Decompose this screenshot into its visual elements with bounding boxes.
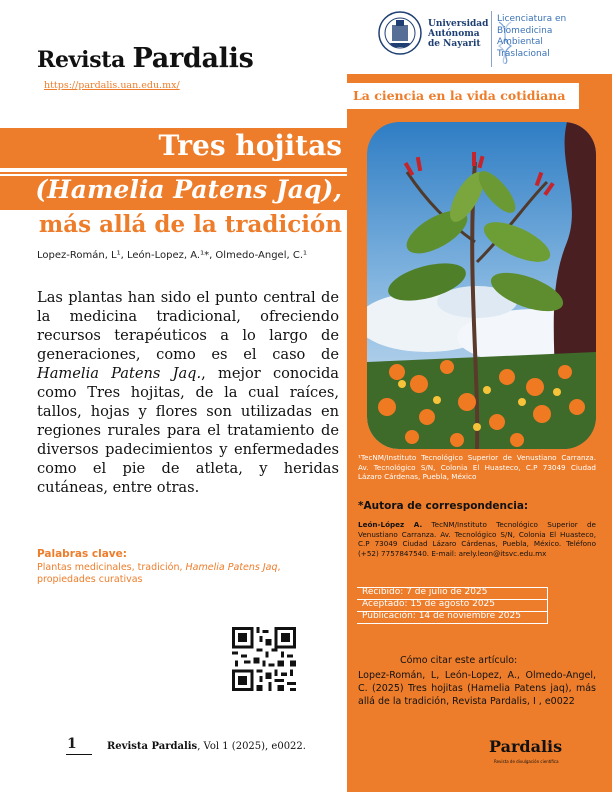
- journal-url-link[interactable]: https://pardalis.uan.edu.mx/: [44, 80, 180, 91]
- date-published: Publicación: 14 de noviembre 2025: [362, 611, 521, 621]
- journal-name-main: Pardalis: [132, 43, 254, 74]
- university-name: Universidad Autónoma de Nayarit: [428, 19, 489, 49]
- date-accepted: Aceptado: 15 de agosto 2025: [362, 599, 496, 609]
- bottom-journal-tagline: Revista de divulgación científica: [494, 759, 559, 764]
- article-title-line1: Tres hojitas: [158, 129, 342, 162]
- section-title: La ciencia en la vida cotidiana: [353, 88, 566, 103]
- species-name: Hamelia Patens Jaq.: [37, 365, 202, 382]
- journal-name-prefix: Revista: [37, 47, 126, 73]
- footer-citation: Revista Pardalis, Vol 1 (2025), e0022.: [107, 741, 306, 752]
- article-title-line2: (Hamelia Patens Jaq),: [35, 175, 342, 204]
- page-number: 1: [67, 736, 77, 752]
- page-number-rule: [66, 754, 92, 755]
- title-rule: [0, 172, 347, 174]
- article-title-line3: más allá de la tradición: [38, 211, 342, 238]
- keywords-text: Plantas medicinales, tradición, Hamelia Patens Jaq, propiedades curativas: [37, 562, 281, 585]
- bottom-journal-logo: Pardalis: [489, 737, 563, 756]
- affiliation: ¹TecNM/Instituto Tecnológico Superior de Venustiano Carranza. Av. Tecnológico S/N, Colonia El Huasteco, C.P 73049 Ciudad Lázaro Cárdenas, Puebla, México: [358, 453, 596, 482]
- program-name: Licenciatura en Biomedicina Ambiental Traslacional: [497, 14, 567, 59]
- correspondence-title: *Autora de correspondencia:: [358, 500, 529, 512]
- correspondence-text: León-López A. TecNM/Instituto Tecnológico Superior de Venustiano Carranza. Av. Tecnológico S/N, Colonia El Huasteco, C.P 73049 Ciudad Lázaro Cárdenas, Puebla, México. Teléfono (+52) 7757847540. E-mail: arely.leon@itsvc.edu.mx: [358, 520, 596, 558]
- authors: Lopez-Román, L¹, León-Lopez, A.¹*, Olmedo-Angel, C.¹: [37, 250, 307, 261]
- keywords-title: Palabras clave:: [37, 548, 127, 560]
- journal-logo: [37, 43, 253, 74]
- citation-title: Cómo citar este artículo:: [400, 655, 518, 666]
- date-received: Recibido: 7 de julio de 2025: [362, 587, 488, 597]
- university-seal-icon: [378, 11, 422, 55]
- plant-photo: [367, 122, 596, 449]
- qr-code-icon[interactable]: [232, 627, 296, 691]
- header-divider: [491, 11, 492, 67]
- abstract-text: Las plantas han sido el punto central de la medicina tradicional, ofreciendo recursos terapéuticos a lo largo de generaciones, como es el caso de Hamelia Patens Jaq., mejor conocida como Tres hojitas, de la cual raíces, tallos, hojas y flores son utilizadas en regiones rurales para el tratamiento de diversos padecimientos y enfermedades como el pie de atleta, y heridas cutáneas, entre otras.: [37, 289, 339, 496]
- citation-text: Lopez-Román, L, León-Lopez, A., Olmedo-Angel, C. (2025) Tres hojitas (Hamelia Patens jaq), más allá de la tradición, Revista Pardalis, I , e0022: [358, 670, 596, 707]
